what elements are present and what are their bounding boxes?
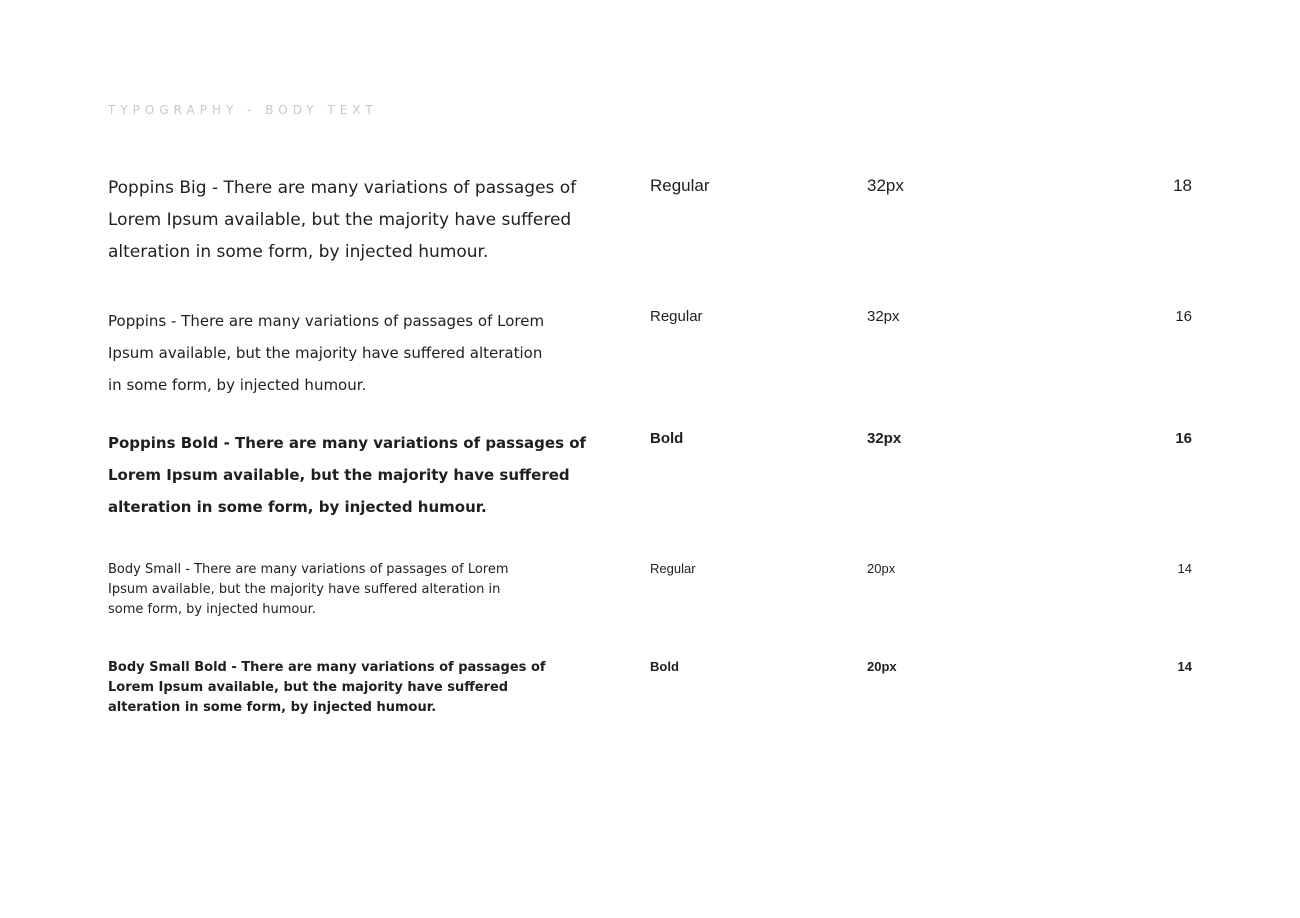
line-height-label: 32px [867,176,904,195]
type-sample-text: Poppins Big - There are many variations of passages of Lorem Ipsum available, but the majority have suffered alteration in some form, by injected humour. [108,178,577,262]
type-sample-text: Body Small Bold - There are many variations of passages of Lorem Ipsum available, but the majority have suffered alteration in some form, by injected humour. [108,660,546,715]
font-weight-label: Bold [650,659,679,674]
page-title: TYPOGRAPHY - BODY TEXT [108,103,378,117]
type-sample-text: Poppins Bold - There are many variations of passages of Lorem Ipsum available, but the majority have suffered alteration in some form, by injected humour. [108,434,587,516]
line-height-label: 32px [867,430,902,447]
type-sample-text: Poppins - There are many variations of passages of Lorem Ipsum available, but the majority have suffered alteration in some form, by injected humour. [108,312,545,394]
font-size-label: 16 [1175,308,1192,325]
type-sample-text: Body Small - There are many variations of passages of Lorem Ipsum available, but the majority have suffered alteration in some form, by injected humour. [108,562,509,617]
line-height-label: 32px [867,308,900,325]
font-size-label: 16 [1175,430,1192,447]
font-size-label: 14 [1177,659,1192,674]
line-height-label: 20px [867,561,896,576]
line-height-label: 20px [867,659,897,674]
font-weight-label: Regular [650,561,696,576]
font-weight-label: Regular [650,176,710,195]
font-weight-label: Bold [650,430,684,447]
font-size-label: 18 [1173,176,1192,195]
font-weight-label: Regular [650,308,703,325]
font-size-label: 14 [1177,561,1192,576]
